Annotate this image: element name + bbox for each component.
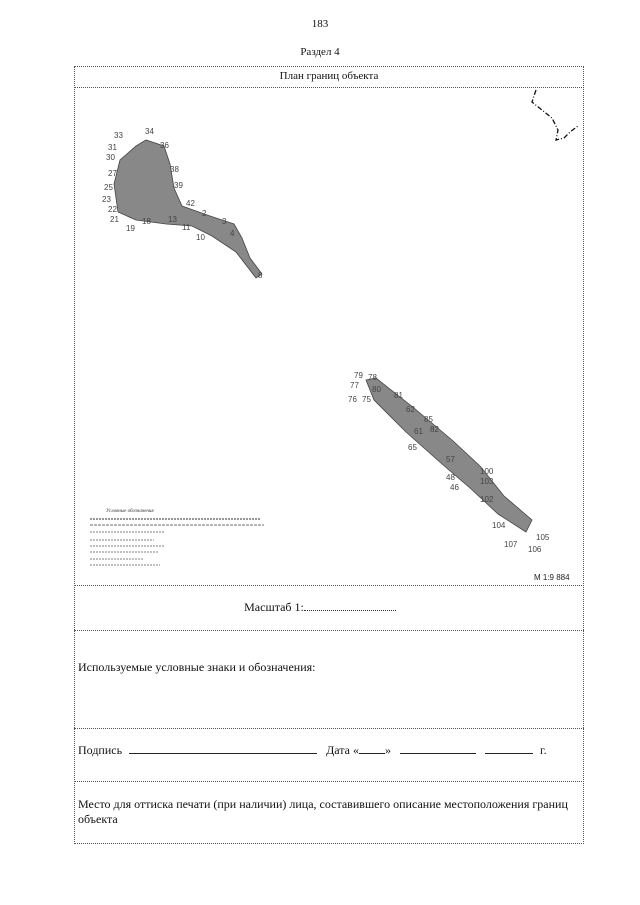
point-label: 79 [354,371,363,380]
point-label: 104 [492,521,506,530]
point-label: 103 [480,477,494,486]
point-label: 102 [480,495,494,504]
point-label: 61 [414,427,423,436]
divider [74,781,584,782]
date-label: Дата « [326,743,359,757]
page-number: 183 [311,18,329,30]
point-label: 78 [368,373,377,382]
point-label: 105 [536,533,550,542]
point-label: 18 [142,217,151,226]
point-label: 81 [394,391,403,400]
divider [74,728,584,729]
point-label: 21 [110,215,119,224]
point-label: 82 [430,425,439,434]
scale-row [0,598,640,615]
point-label: 75 [362,395,371,404]
point-label: 23 [102,195,111,204]
date-close: » [385,743,391,757]
point-label: 13 [168,215,177,224]
point-label: 100 [480,467,494,476]
map-legend [90,509,264,565]
point-label: 106 [528,545,542,554]
point-label: 65 [408,443,417,452]
date-day-field[interactable] [359,741,385,754]
point-label: 80 [372,385,381,394]
point-label: 57 [446,455,455,464]
scale-label: Масштаб 1: [244,600,304,614]
point-label: 2 [202,209,207,218]
date-month-field[interactable] [400,741,476,754]
point-label: 11 [182,223,191,232]
point-label: 38 [170,165,179,174]
boundary-map [74,88,584,585]
adjacent-boundary [532,90,578,140]
signature-row [78,741,547,758]
point-label: 36 [160,141,169,150]
point-label: 34 [145,127,154,136]
point-label: 10 [196,233,205,242]
point-label: 77 [350,381,359,390]
divider [74,585,584,586]
point-label: 39 [174,181,183,190]
point-label: 4 [230,229,235,238]
signature-label: Подпись [78,743,123,757]
map-legend-heading: Условные обозначения [106,509,154,514]
year-suffix: г. [540,743,547,757]
point-label: 8 [258,271,263,280]
point-label: 19 [126,224,135,233]
stamp-area-text: Место для оттиска печати (при наличии) лица, составившего описание местоположения границ объекта [78,797,568,826]
date-year-field[interactable] [485,741,533,754]
map-scale-label: М 1:9 884 [534,573,570,582]
point-label: 3 [222,217,227,226]
scale-blank[interactable] [304,598,396,611]
point-label: 22 [108,205,117,214]
point-label: 76 [348,395,357,404]
signature-field[interactable] [129,741,317,754]
point-label: 31 [108,143,117,152]
point-label: 62 [406,405,415,414]
legend-title: Используемые условные знаки и обозначения: [78,660,316,674]
point-label: 46 [450,483,459,492]
point-label: 27 [108,169,117,178]
point-label: 48 [446,473,455,482]
point-label: 42 [186,199,195,208]
section-title: Раздел 4 [300,46,340,58]
plan-title: План границ объекта [74,66,584,88]
point-label: 107 [504,540,518,549]
point-label: 30 [106,153,115,162]
point-label: 85 [424,415,433,424]
point-label: 25 [104,183,113,192]
parcel-1 [114,140,262,278]
point-label: 33 [114,131,123,140]
divider [74,630,584,631]
